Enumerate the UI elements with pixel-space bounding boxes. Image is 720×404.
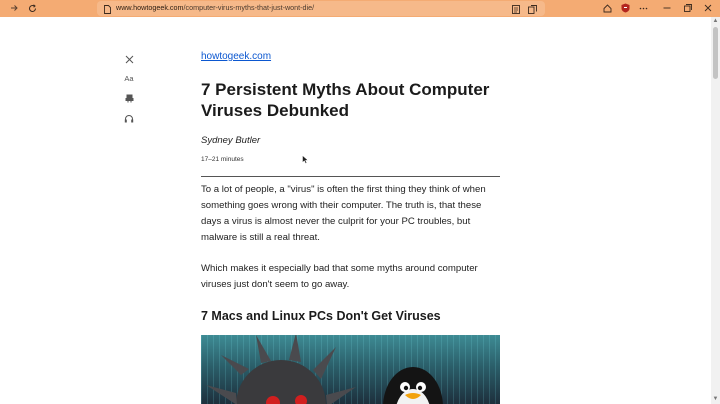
section-heading: 7 Macs and Linux PCs Don't Get Viruses [201,309,441,323]
article-title: 7 Persistent Myths About Computer Viruses Debunked [201,80,490,120]
text-settings-button[interactable]: Aa [124,73,134,83]
more-menu-icon [639,7,648,10]
article-hero-image [201,335,500,404]
home-button[interactable] [601,1,613,15]
reader-content [0,17,711,404]
scroll-up-icon[interactable]: ▲ [712,18,719,24]
forward-arrow-icon [10,4,19,12]
virus-and-penguin-illustration [201,335,500,404]
close-icon [125,55,134,64]
penguin-icon [383,367,443,404]
forward-button[interactable] [8,1,20,15]
restore-icon [684,4,692,12]
mouse-pointer-icon [302,155,309,164]
shield-extension-button[interactable] [619,1,631,15]
page-info-icon [104,5,111,14]
immersive-reader-icon [528,5,537,14]
immersive-reader-button[interactable] [527,2,537,16]
listen-button[interactable] [122,112,136,124]
close-reader-button[interactable] [122,53,136,65]
url-text[interactable] [116,2,314,14]
close-window-icon [704,4,712,12]
scroll-thumb[interactable] [713,27,718,79]
reload-icon [28,4,37,13]
home-icon [603,4,612,13]
browser-toolbar [0,0,720,17]
virus-icon [206,335,356,404]
divider [201,176,500,177]
vertical-scrollbar[interactable] [711,17,720,404]
headphones-icon [124,114,134,123]
scroll-down-icon[interactable]: ▼ [712,396,719,402]
reader-view-button[interactable] [511,2,521,16]
paragraph: To a lot of people, a "virus" is often the first thing they think of when something goes wrong with their computer. The truth is, that these days a virus is almost never the culprit for your PC troubles, but malware is still a real threat. [201,184,486,243]
page-info-button[interactable] [102,2,112,16]
paragraph: Which makes it especially bad that some myths around computer viruses just don't seem to go away. [201,263,478,290]
reader-view-icon [512,5,520,14]
reload-button[interactable] [26,1,38,15]
url-host: www.howtogeek.com [116,3,184,12]
source-link[interactable]: howtogeek.com [201,51,272,62]
minimize-icon [663,7,671,9]
restore-button[interactable] [682,1,694,15]
read-aloud-icon [125,94,134,103]
url-path: /computer-virus-myths-that-just-wont-die/ [183,3,315,12]
close-window-button[interactable] [702,1,714,15]
article-author: Sydney Butler [201,135,261,146]
shield-extension-icon [621,3,630,13]
more-menu-button[interactable] [637,1,649,15]
read-aloud-button[interactable] [122,92,136,104]
read-time: 17–21 minutes [201,156,244,163]
minimize-button[interactable] [661,1,673,15]
